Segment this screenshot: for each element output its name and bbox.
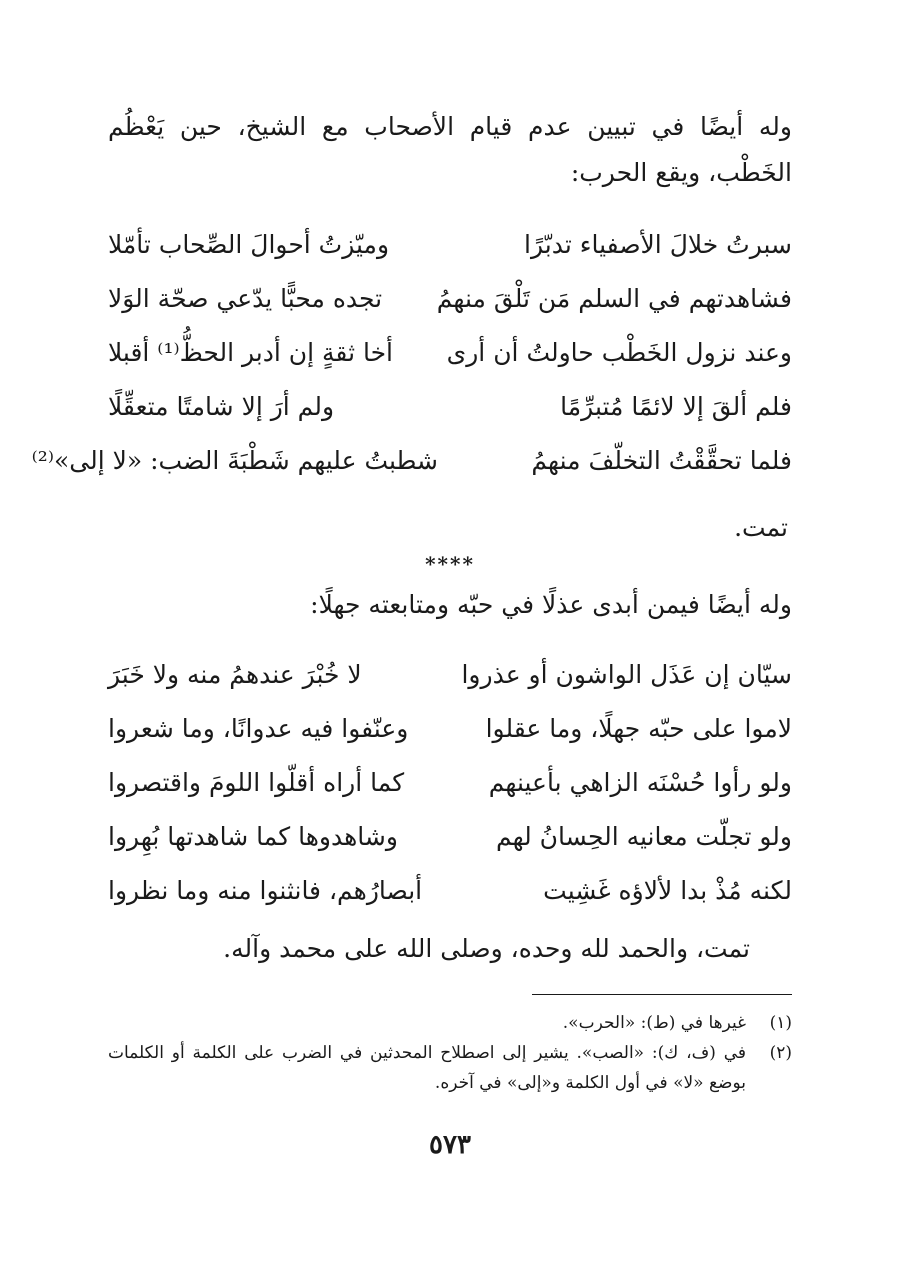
verse-first-hemistich: لكنه مُذْ بدا لألاؤه غَشِيت	[543, 876, 792, 905]
verse	[108, 272, 792, 326]
verse-second-hemistich: وعنّفوا فيه عدوانًا، وما شعروا	[108, 714, 409, 743]
footnote-divider	[532, 994, 792, 995]
section-separator: ****	[425, 552, 475, 576]
verse	[108, 756, 792, 810]
footnote	[108, 1038, 792, 1098]
verse	[108, 810, 792, 864]
verse	[31, 434, 792, 488]
verse-second-hemistich: ولم أرَ إلا شامتًا متعقِّلًا	[108, 392, 335, 421]
verse-first-hemistich: وعند نزول الخَطْب حاولتُ أن أرى	[446, 338, 792, 367]
footnote-number: (١)	[769, 1013, 792, 1033]
verse-first-hemistich: فلما تحقَّقْتُ التخلّفَ منهمُ	[531, 446, 792, 475]
verse-first-hemistich: سبرتُ خلالَ الأصفياء تدبّرًا	[524, 230, 792, 259]
verse-second-hemistich: شطبتُ عليهم شَطْبَةَ الضب: «لا إلى»⁽²⁾	[31, 446, 438, 475]
verse-second-hemistich: أبصارُهم، فانثنوا منه وما نظروا	[108, 876, 423, 905]
poem-2	[108, 648, 792, 918]
footnote-text: غيرها في (ط): «الحرب».	[562, 1013, 746, 1033]
verse-second-hemistich: تجده محبًّا يدّعي صحّة الوَلا	[108, 284, 383, 313]
verse-first-hemistich: ولو رأوا حُسْنَه الزاهي بأعينهم	[488, 768, 792, 797]
verse-second-hemistich: وشاهدوها كما شاهدتها بُهِروا	[108, 822, 398, 851]
verse-first-hemistich: فشاهدتهم في السلم مَن تَلْقَ منهمُ	[436, 284, 792, 313]
footnote	[108, 1008, 792, 1038]
verse	[108, 648, 792, 702]
verse-second-hemistich: وميّزتُ أحوالَ الصِّحاب تأمّلا	[108, 230, 390, 259]
verse	[108, 864, 792, 918]
verse-second-hemistich: كما أراه أقلّوا اللومَ واقتصروا	[108, 768, 405, 797]
verse	[108, 702, 792, 756]
footnote-text: في (ف، ك): «الصب». يشير إلى اصطلاح المحدثين في الضرب على الكلمة أو الكلمات بوضع «لا» في أول الكلمة و«إلى» في آخره.	[108, 1043, 746, 1093]
closing-line: تمت، والحمد لله وحده، وصلى الله على محمد وآله.	[223, 934, 750, 963]
verse-first-hemistich: لاموا على حبّه جهلًا، وما عقلوا	[485, 714, 792, 743]
verse-second-hemistich: لا خُبْرَ عندهمُ منه ولا خَبَرَ	[108, 660, 362, 689]
poem-1	[31, 218, 792, 488]
page-number: ٥٧٣	[429, 1130, 471, 1160]
poem2-introduction: وله أيضًا فيمن أبدى عذلًا في حبّه ومتابعته جهلًا:	[310, 590, 792, 619]
footnotes	[108, 1008, 792, 1098]
verse	[108, 218, 792, 272]
poem1-introduction: وله أيضًا في تبيين عدم قيام الأصحاب مع الشيخ، حين يَعْظُم الخَطْب، ويقع الحرب:	[108, 112, 792, 187]
verse-second-hemistich: أخا ثقةٍ إن أدبر الحظُّ⁽¹⁾ أقبلا	[108, 338, 394, 367]
verse-first-hemistich: ولو تجلّت معانيه الحِسانُ لهم	[495, 822, 792, 851]
verse-first-hemistich: فلم ألقَ إلا لائمًا مُتبرِّمًا	[560, 392, 792, 421]
verse	[108, 326, 792, 380]
footnote-number: (٢)	[769, 1043, 792, 1063]
poem1-end-marker: تمت.	[734, 513, 788, 542]
verse-first-hemistich: سيّان إن عَذَل الواشون أو عذروا	[461, 660, 792, 689]
verse	[108, 380, 792, 434]
